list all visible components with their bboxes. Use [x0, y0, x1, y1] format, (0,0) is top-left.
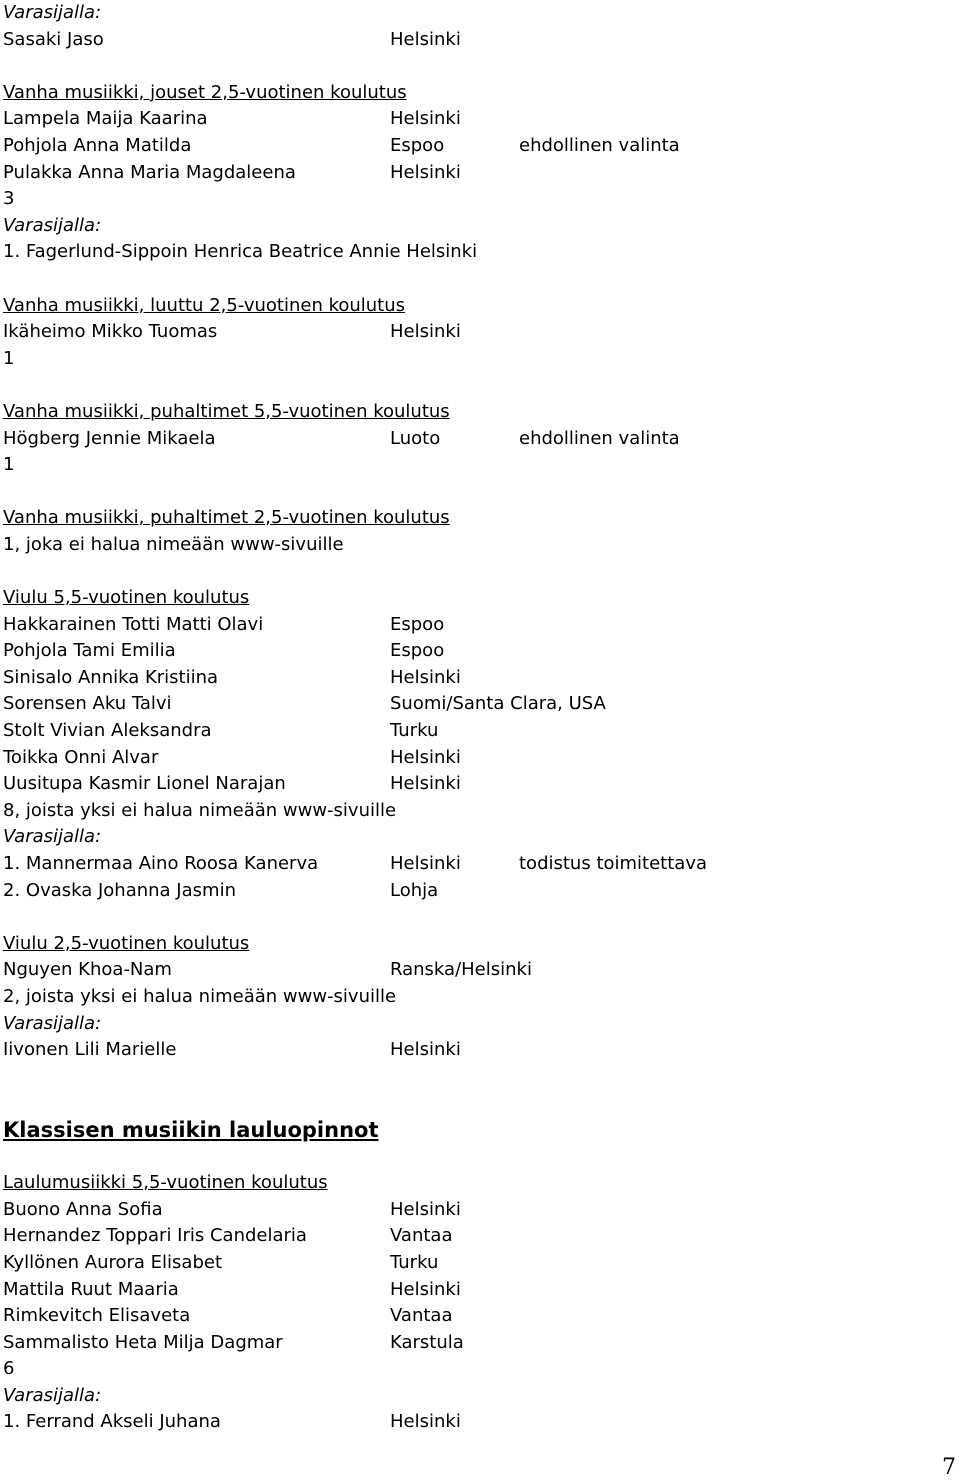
student-row — [3, 851, 953, 878]
entry-name: Viulu 2,5-vuotinen koulutus — [3, 932, 250, 954]
blank-line — [3, 53, 953, 80]
entry-note: todistus toimitettava — [519, 853, 708, 874]
entry-name: Lampela Maija Kaarina — [3, 108, 208, 130]
entry-name: 1. Fagerlund-Sippoin Henrica Beatrice Annie Helsinki — [3, 241, 478, 263]
section-heading — [3, 399, 953, 426]
section-heading — [3, 1170, 953, 1197]
main-heading — [3, 1117, 953, 1144]
entry-note: ehdollinen valinta — [519, 427, 680, 449]
entry-location: Espoo — [390, 134, 445, 156]
entry-note: ehdollinen valinta — [519, 134, 680, 156]
entry-location: Suomi/Santa Clara, USA — [390, 693, 606, 715]
blank-line — [3, 1144, 953, 1171]
entry-name: 2. Ovaska Johanna Jasmin — [3, 879, 236, 901]
student-row — [3, 1330, 953, 1357]
entry-name: Toikka Onni Alvar — [3, 746, 159, 768]
student-row — [3, 612, 953, 639]
text-line — [3, 984, 953, 1011]
entry-location: Luoto — [390, 427, 441, 449]
student-row — [3, 1197, 953, 1224]
section-heading — [3, 931, 953, 958]
reserve-label — [3, 1383, 953, 1410]
blank-line — [3, 904, 953, 931]
entry-name: Buono Anna Sofia — [3, 1198, 163, 1220]
entry-name: 8, joista yksi ei halua nimeään www-sivuille — [3, 799, 397, 821]
entry-name: Iivonen Lili Marielle — [3, 1039, 177, 1061]
blank-line — [3, 479, 953, 506]
entry-location: Lohja — [390, 879, 439, 901]
entry-name: Sasaki Jaso — [3, 28, 104, 50]
entry-location: Helsinki — [390, 1198, 461, 1220]
section-heading — [3, 505, 953, 532]
section-heading — [3, 80, 953, 107]
entry-name: Varasijalla: — [3, 1012, 102, 1034]
entry-name: Varasijalla: — [3, 2, 102, 23]
entry-location: Espoo — [390, 613, 445, 635]
entry-name: Uusitupa Kasmir Lionel Narajan — [3, 773, 286, 795]
text-line — [3, 186, 953, 213]
entry-name: Högberg Jennie Mikaela — [3, 427, 216, 449]
page-number: 7 — [942, 1455, 956, 1480]
entry-name: Laulumusiikki 5,5-vuotinen koulutus — [3, 1172, 328, 1194]
entry-name: Varasijalla: — [3, 1384, 102, 1406]
entry-name: Vanha musiikki, luuttu 2,5-vuotinen koulutus — [3, 294, 406, 316]
entry-name: Kyllönen Aurora Elisabet — [3, 1251, 223, 1273]
entry-name: 1 — [3, 347, 15, 369]
reserve-label — [3, 824, 953, 851]
text-line — [3, 532, 953, 559]
student-row — [3, 106, 953, 133]
entry-name: 2, joista yksi ei halua nimeään www-sivuille — [3, 985, 397, 1007]
blank-line — [3, 558, 953, 585]
student-row — [3, 426, 953, 453]
entry-location: Turku — [390, 720, 439, 742]
blank-line — [3, 266, 953, 293]
student-row — [3, 133, 953, 160]
entry-name: Vanha musiikki, puhaltimet 5,5-vuotinen koulutus — [3, 400, 450, 422]
student-row — [3, 1223, 953, 1250]
entry-name: Sinisalo Annika Kristiina — [3, 666, 219, 688]
student-row — [3, 27, 953, 54]
entry-location: Helsinki — [390, 161, 461, 183]
entry-name: Stolt Vivian Aleksandra — [3, 720, 212, 742]
entry-name: Pulakka Anna Maria Magdaleena — [3, 161, 296, 183]
text-line — [3, 1356, 953, 1383]
student-row — [3, 319, 953, 346]
entry-name: Sammalisto Heta Milja Dagmar — [3, 1331, 283, 1353]
entry-name: Viulu 5,5-vuotinen koulutus — [3, 587, 250, 609]
student-row — [3, 1277, 953, 1304]
entry-location: Helsinki — [390, 666, 461, 688]
entry-location: Helsinki — [390, 1039, 461, 1061]
entry-name: Klassisen musiikin lauluopinnot — [3, 1117, 379, 1142]
entry-name: 1. Mannermaa Aino Roosa Kanerva — [3, 853, 319, 874]
entry-name: Ikäheimo Mikko Tuomas — [3, 321, 218, 343]
text-line — [3, 239, 953, 266]
student-row — [3, 745, 953, 772]
entry-name: Vanha musiikki, jouset 2,5-vuotinen koulutus — [3, 81, 407, 103]
blank-line — [3, 1064, 953, 1091]
text-line — [3, 452, 953, 479]
entry-location: Ranska/Helsinki — [390, 959, 532, 981]
student-row — [3, 957, 953, 984]
entry-name: 1, joka ei halua nimeään www-sivuille — [3, 533, 344, 555]
entry-name: Pohjola Anna Matilda — [3, 134, 192, 156]
entry-location: Helsinki — [390, 1278, 461, 1300]
document-body — [3, 0, 953, 1436]
reserve-label — [3, 0, 953, 27]
entry-name: Nguyen Khoa-Nam — [3, 959, 172, 981]
entry-name: Vanha musiikki, puhaltimet 2,5-vuotinen koulutus — [3, 507, 450, 529]
student-row — [3, 771, 953, 798]
student-row — [3, 718, 953, 745]
entry-name: Sorensen Aku Talvi — [3, 693, 172, 715]
student-row — [3, 665, 953, 692]
entry-location: Helsinki — [390, 108, 461, 130]
entry-location: Helsinki — [390, 321, 461, 343]
blank-line — [3, 372, 953, 399]
entry-name: Hakkarainen Totti Matti Olavi — [3, 613, 264, 635]
student-row — [3, 1409, 953, 1436]
blank-line — [3, 1090, 953, 1117]
entry-name: Mattila Ruut Maaria — [3, 1278, 179, 1300]
student-row — [3, 160, 953, 187]
entry-location: Karstula — [390, 1331, 464, 1353]
student-row — [3, 1037, 953, 1064]
section-heading — [3, 585, 953, 612]
entry-name: Pohjola Tami Emilia — [3, 640, 176, 662]
student-row — [3, 878, 953, 905]
student-row — [3, 1303, 953, 1330]
entry-name: Rimkevitch Elisaveta — [3, 1305, 191, 1327]
entry-name: 1. Ferrand Akseli Juhana — [3, 1411, 221, 1433]
entry-name: Varasijalla: — [3, 214, 102, 236]
student-row — [3, 1250, 953, 1277]
entry-location: Vantaa — [390, 1225, 453, 1247]
reserve-label — [3, 1011, 953, 1038]
student-row — [3, 638, 953, 665]
entry-location: Helsinki — [390, 773, 461, 795]
text-line — [3, 346, 953, 373]
entry-location: Vantaa — [390, 1305, 453, 1327]
entry-location: Turku — [390, 1251, 439, 1273]
entry-location: Helsinki — [390, 746, 461, 768]
text-line — [3, 798, 953, 825]
entry-name: 6 — [3, 1358, 15, 1380]
entry-location: Helsinki — [390, 28, 461, 50]
entry-name: Hernandez Toppari Iris Candelaria — [3, 1225, 307, 1247]
student-row — [3, 691, 953, 718]
section-heading — [3, 293, 953, 320]
entry-location: Helsinki — [390, 853, 461, 874]
entry-name: Varasijalla: — [3, 826, 102, 848]
entry-name: 1 — [3, 454, 15, 476]
entry-location: Espoo — [390, 640, 445, 662]
entry-location: Helsinki — [390, 1411, 461, 1433]
reserve-label — [3, 213, 953, 240]
entry-name: 3 — [3, 188, 15, 210]
